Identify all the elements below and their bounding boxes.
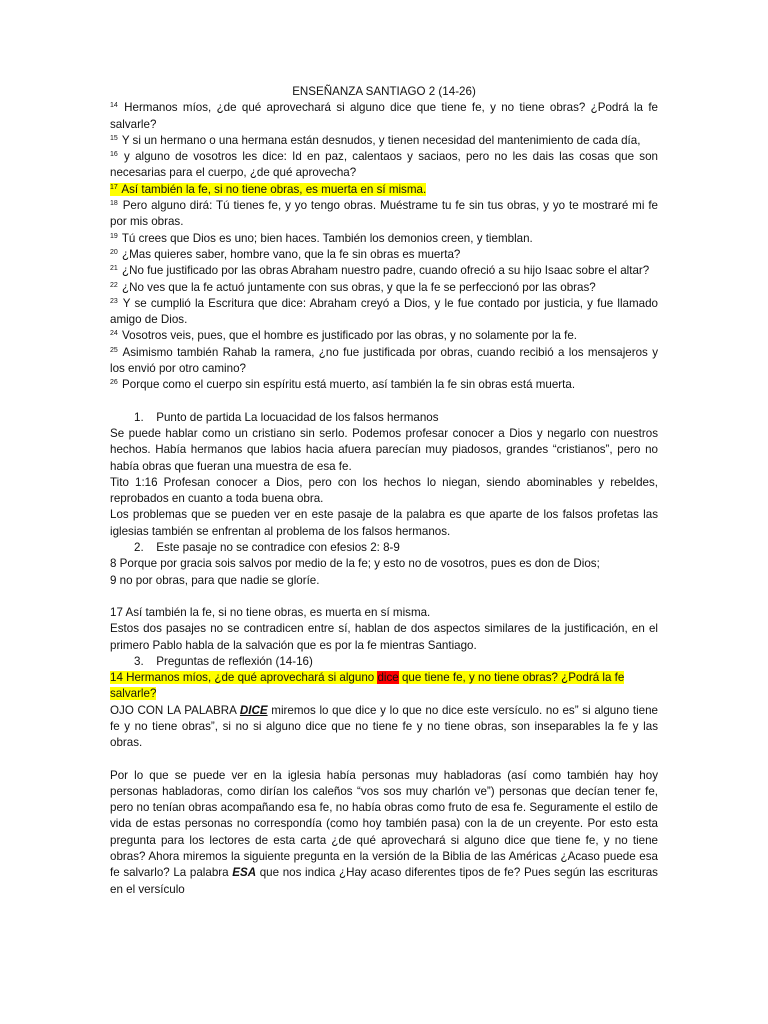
- verse-text: Y se cumplió la Escritura que dice: Abraham creyó a Dios, y le fue contado por justicia, y fue llamado amigo de Dios.: [110, 296, 658, 327]
- spacer: [110, 752, 658, 768]
- verse: [110, 328, 658, 344]
- document-page: [110, 84, 658, 898]
- paragraph: 8 Porque por gracia sois salvos por medio de la fe; y esto no de vosotros, pues es don de Dios;: [110, 557, 600, 571]
- paragraph: Tito 1:16 Profesan conocer a Dios, pero con los hechos lo niegan, siendo abominables y rebeldes, reprobados en cuanto a toda buena obra.: [110, 475, 658, 506]
- verse: [110, 231, 658, 247]
- verse-text: ¿No ves que la fe actuó juntamente con sus obras, y que la fe se perfeccionó por las obras?: [122, 280, 596, 294]
- verse: [110, 247, 658, 263]
- section-number: 3.: [134, 654, 144, 668]
- verse-number: 15: [110, 134, 118, 142]
- verse-number: 22: [110, 281, 118, 289]
- spacer: [110, 394, 658, 410]
- paragraph: [110, 768, 658, 898]
- highlighted-word: dice: [377, 671, 399, 685]
- section-heading-text: Este pasaje no se contradice con efesios 2: 8-9: [156, 541, 400, 555]
- verse-number: 21: [110, 265, 118, 273]
- verse-number: 26: [110, 379, 118, 387]
- verse-text: Así también la fe, si no tiene obras, es muerta en sí misma.: [121, 182, 427, 196]
- section-number: 2.: [134, 541, 144, 555]
- emphasized-word: ESA: [232, 866, 257, 880]
- verse-highlighted: [110, 182, 658, 198]
- verse-number: 18: [110, 200, 118, 208]
- paragraph: [110, 703, 658, 752]
- paragraph: Estos dos pasajes no se contradicen entre sí, hablan de dos aspectos similares de la justificación, en el primero Pablo habla de la salvación que es por la fe mientras Santiago.: [110, 622, 658, 652]
- paragraph-text: OJO CON LA PALABRA: [110, 703, 240, 717]
- document-title: ENSEÑANZA SANTIAGO 2 (14-26): [292, 85, 476, 98]
- verse-number: 24: [110, 330, 118, 338]
- paragraph: 17 Así también la fe, si no tiene obras, es muerta en sí misma.: [110, 605, 431, 619]
- section-heading-2: [110, 540, 658, 556]
- paragraph: Los problemas que se pueden ver en este pasaje de la palabra es que aparte de los falsos profetas las iglesias también se enfrentan al problema de los falsos hermanos.: [110, 508, 658, 538]
- verse: [110, 133, 658, 149]
- highlighted-verse-end: que tiene fe, y no tiene obras? ¿Podrá la fe salvarle?: [110, 671, 625, 701]
- verse-number: 14: [110, 102, 118, 110]
- verse: [110, 345, 658, 378]
- verse-text: y alguno de vosotros les dice: Id en paz, calentaos y saciaos, pero no les dais las cosas que son necesarias para el cuerpo, ¿de qué aprovecha?: [110, 150, 658, 180]
- paragraph-text: que nos indica ¿Hay acaso diferentes tipos de fe? Pues según las escrituras en el versículo: [110, 866, 658, 896]
- section-number: 1.: [134, 410, 144, 424]
- verse-text: Y si un hermano o una hermana están desnudos, y tienen necesidad del mantenimiento de cada día,: [121, 133, 641, 147]
- verse: [110, 149, 658, 182]
- verse: [110, 198, 658, 231]
- verse-text: Pero alguno dirá: Tú tienes fe, y yo tengo obras. Muéstrame tu fe sin tus obras, y yo te mostraré mi fe por mis obras.: [110, 199, 658, 229]
- verse-number: 16: [110, 151, 118, 159]
- verse-text: Tú crees que Dios es uno; bien haces. También los demonios creen, y tiemblan.: [121, 231, 533, 245]
- verse-number: 25: [110, 346, 118, 354]
- verse: [110, 280, 658, 296]
- verse: [110, 263, 658, 279]
- emphasized-word: DICE: [239, 703, 268, 717]
- paragraph: 9 no por obras, para que nadie se gloríe.: [110, 573, 320, 587]
- paragraph-text: Por lo que se puede ver en la iglesia había personas muy habladoras (así como también hay hoy personas habladoras, como dirían los caleños “vos sos muy charlón ve”) personas que decían tener fe, pero no tenían obras acompañando esa fe, no había obras como fruto de esa fe. Seguramente el estilo de vida de estas personas no correspondía (como hoy también pasa) con la de un creyente. Por esto esta pregunta para los lectores de esta carta ¿de qué aprovechará si alguno dice que tiene fe, y no tiene obras? Ahora miremos la siguiente pregunta en la versión de la Biblia de las Américas ¿Acaso puede esa fe salvarlo? La palabra: [110, 768, 658, 880]
- verse-text: Hermanos míos, ¿de qué aprovechará si alguno dice que tiene fe, y no tiene obras? ¿Podrá la fe salvarle?: [110, 101, 658, 131]
- verse-number: 23: [110, 297, 118, 305]
- section-heading-text: Punto de partida La locuacidad de los falsos hermanos: [156, 410, 439, 424]
- verse-text: ¿Mas quieres saber, hombre vano, que la fe sin obras es muerta?: [122, 247, 461, 261]
- verse-text: Vosotros veis, pues, que el hombre es justificado por las obras, y no solamente por la fe.: [122, 329, 578, 343]
- verse-number: 17: [110, 183, 118, 191]
- highlighted-verse-start: 14 Hermanos míos, ¿de qué aprovechará si alguno: [110, 671, 378, 685]
- verse-text: ¿No fue justificado por las obras Abraham nuestro padre, cuando ofreció a su hijo Isaac sobre el altar?: [122, 264, 650, 278]
- highlighted-verse: [110, 670, 658, 703]
- verse: [110, 100, 658, 133]
- verse: [110, 377, 658, 393]
- section-heading-text: Preguntas de reflexión (14-16): [156, 654, 313, 668]
- verse: [110, 296, 658, 329]
- verse-text: Porque como el cuerpo sin espíritu está muerto, así también la fe sin obras está muerta.: [122, 378, 576, 392]
- verse-text: Asimismo también Rahab la ramera, ¿no fue justificada por obras, cuando recibió a los mensajeros y los envió por otro camino?: [110, 345, 658, 376]
- paragraph: Se puede hablar como un cristiano sin serlo. Podemos profesar conocer a Dios y negarlo con nuestros hechos. Había hermanos que labios hacia afuera parecían muy piadosos, grandes “cristianos”, pero no había obras que fueran una muestra de esa fe.: [110, 426, 658, 473]
- spacer: [110, 589, 658, 605]
- verse-number: 20: [110, 248, 118, 256]
- verse-list: [110, 100, 658, 393]
- section-heading-1: [110, 410, 658, 426]
- section-heading-3: [110, 654, 658, 670]
- paragraph-text: miremos lo que dice y lo que no dice este versículo. no es” si alguno tiene fe y no tiene obras”, si no si alguno dice que no tiene fe y no tiene obras, son inseparables la fe y las obras.: [110, 703, 658, 750]
- verse-number: 19: [110, 232, 118, 240]
